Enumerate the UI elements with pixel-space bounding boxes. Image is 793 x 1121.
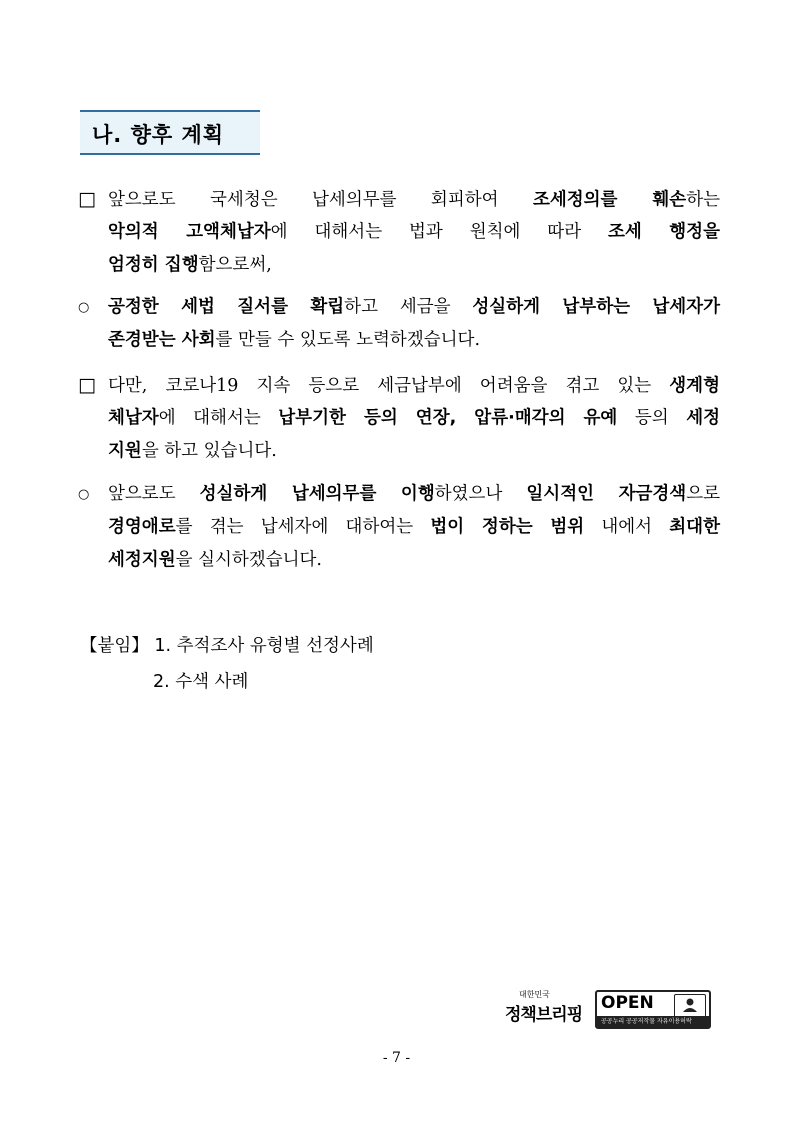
paragraph-line: [78, 369, 720, 402]
bold-text: 성실하게 납세의무를 이행: [199, 484, 435, 504]
paragraph-line: [78, 324, 720, 357]
text-run: 에 대해서는 법과 원칙에 따라: [270, 222, 609, 242]
bold-text: 세정: [686, 408, 720, 428]
text-run: 를 겪는 납세자에 대하여는: [175, 517, 431, 537]
attachments: [80, 628, 374, 700]
bold-text: 지원: [108, 441, 142, 461]
text-run: 다만, 코로나19 지속 등으로 세금납부에 어려움을 겪고 있는: [108, 376, 670, 396]
paragraph-line: [78, 478, 720, 511]
circle-bullet-icon: ○: [78, 300, 90, 315]
attachment-item: 2. 수색 사례: [153, 672, 249, 692]
paragraph-line: [78, 435, 720, 468]
attachment-item: 1. 추적조사 유형별 선정사례: [154, 636, 374, 656]
logo-text: 정책브리핑: [505, 1005, 583, 1025]
text-run: 등의: [617, 408, 687, 428]
page-number: - 7 -: [382, 1050, 411, 1066]
bold-text: 일시적인 자금경색: [526, 484, 687, 504]
text-run: 하는: [686, 190, 720, 210]
footer-logos: [505, 987, 711, 1031]
logo-text: 대한민국: [519, 990, 550, 999]
paragraph-line: [78, 402, 720, 435]
bold-text: 최대한: [669, 517, 720, 537]
logo-text: OPEN: [601, 993, 654, 1013]
text-run: 앞으로도: [108, 484, 200, 504]
logo-strip: 공공누리 공공저작물 자유이용허락: [597, 1016, 709, 1027]
paragraph-line: [78, 216, 720, 249]
attachment-row: [80, 628, 374, 664]
text-run: 를 만들 수 있도록 노력하겠습니다.: [215, 330, 481, 350]
text-run: 함으로써,: [198, 255, 272, 275]
bold-text: 엄정히 집행: [108, 255, 199, 275]
text-run: 앞으로도 국세청은 납세의무를 회피하여: [108, 190, 533, 210]
bold-text: 공정한 세법 질서를 확립: [108, 297, 345, 317]
circle-bullet-icon: ○: [78, 487, 90, 502]
attachment-label: 【붙임】: [80, 636, 149, 656]
bold-text: 체납자: [108, 408, 159, 428]
text-run: 을 실시하겠습니다.: [175, 550, 322, 570]
bold-text: 성실하게 납부하는 납세자가: [472, 297, 720, 317]
text-run: 내에서: [584, 517, 670, 537]
bold-text: 법이 정하는 범위: [430, 517, 585, 537]
open-license-logo: [595, 990, 711, 1029]
square-bullet-icon: □: [78, 188, 96, 210]
attachment-row: [80, 664, 374, 700]
attribution-icon: [674, 994, 706, 1018]
paragraph-line: [78, 544, 720, 577]
text-run: 하고 세금을: [344, 297, 473, 317]
paragraph-line: [78, 249, 720, 282]
bold-text: 경영애로: [108, 517, 176, 537]
section-title: 나. 향후 계획: [92, 123, 225, 147]
text-run: 하였으나: [434, 484, 527, 504]
bold-text: 조세 행정을: [608, 222, 720, 242]
bold-text: 세정지원: [108, 550, 176, 570]
text-run: 을 하고 있습니다.: [141, 441, 277, 461]
paragraph-line: [78, 511, 720, 544]
text-run: 으로: [686, 484, 721, 504]
bold-text: 생계형: [669, 376, 720, 396]
square-bullet-icon: □: [78, 374, 96, 396]
bold-text: 납부기한 등의 연장, 압류·매각의 유예: [278, 408, 618, 428]
paragraph-2: [78, 291, 720, 357]
bold-text: 존경받는 사회: [108, 330, 216, 350]
paragraph-1: [78, 183, 720, 282]
bold-text: 악의적 고액체납자: [108, 222, 271, 242]
policy-briefing-logo: [505, 987, 591, 1031]
paragraph-line: [78, 183, 720, 216]
paragraph-line: [78, 291, 720, 324]
paragraph-4: [78, 478, 720, 577]
section-header: [80, 110, 260, 155]
paragraph-3: [78, 369, 720, 468]
text-run: 에 대해서는: [158, 408, 279, 428]
bold-text: 조세정의를 훼손: [532, 190, 687, 210]
